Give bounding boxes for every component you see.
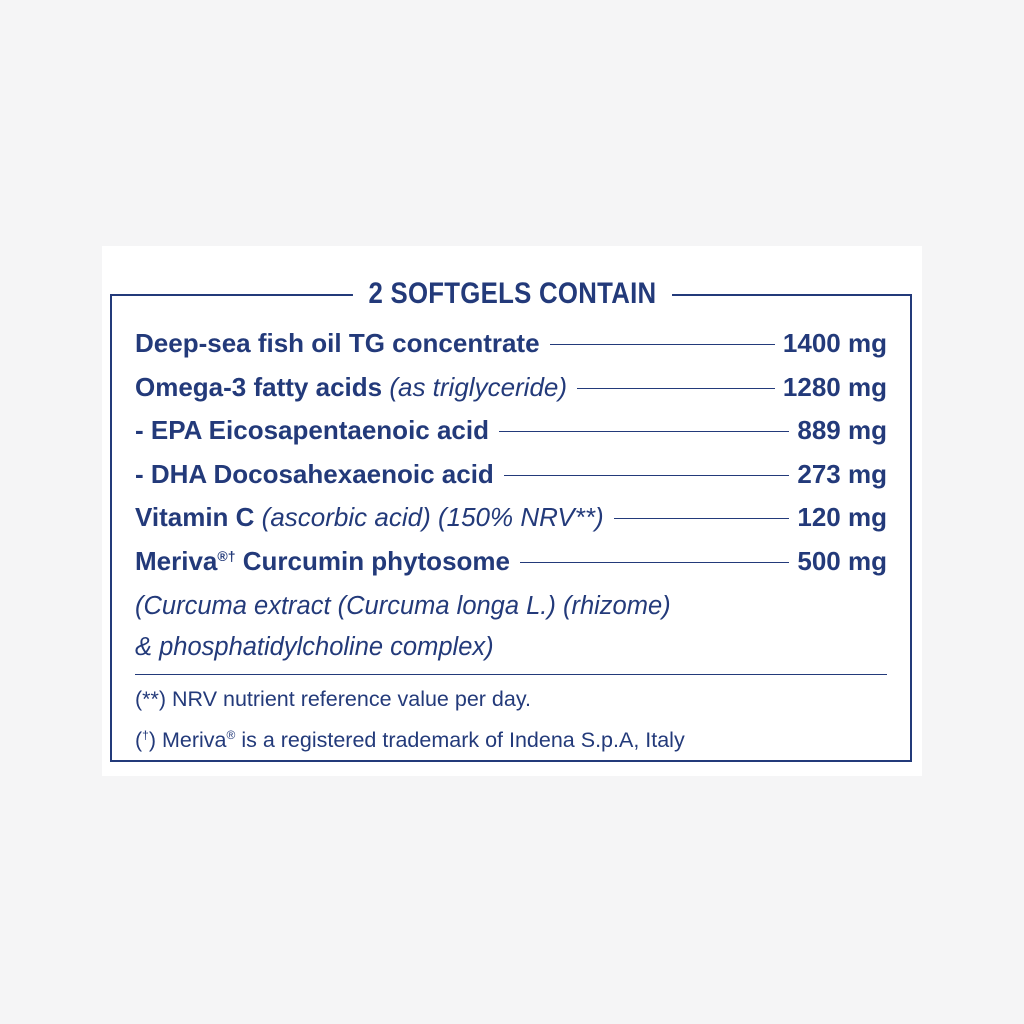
footnote-paren-open: ( — [135, 728, 143, 752]
ingredient-row-dha — [135, 453, 887, 497]
ingredient-row-epa — [135, 409, 887, 453]
description-line-2: & phosphatidylcholine complex) — [135, 633, 494, 661]
leader-line — [504, 475, 790, 476]
ingredient-detail: (ascorbic acid) (150% NRV**) — [261, 502, 604, 533]
footnote-text: is a registered trademark of Indena S.p.A, Italy — [235, 728, 685, 752]
ingredient-name-group — [135, 502, 604, 533]
ingredient-list — [135, 322, 887, 583]
description-line-1: (Curcuma extract (Curcuma longa L.) (rhizome) — [135, 592, 671, 620]
ingredient-name-group — [135, 546, 510, 577]
ingredient-row-fish-oil — [135, 322, 887, 366]
ingredient-amount: 1400 mg — [782, 328, 887, 359]
ingredient-amount: 889 mg — [797, 415, 887, 446]
ingredient-amount: 1280 mg — [782, 371, 887, 402]
footnote-divider — [135, 674, 887, 675]
leader-line — [614, 518, 790, 519]
ingredient-amount: 500 mg — [797, 545, 887, 576]
footnote-trademark — [135, 718, 685, 757]
supplement-facts-card — [102, 246, 922, 776]
panel-heading-wrap — [102, 274, 922, 314]
footnote-brand: ) Meriva — [148, 728, 227, 752]
ingredient-row-meriva — [135, 540, 887, 584]
ingredient-name-rest: Curcumin phytosome — [242, 545, 510, 576]
ingredient-amount: 120 mg — [797, 502, 887, 533]
dagger-mark: † — [142, 728, 149, 742]
ingredient-name: Meriva — [135, 545, 218, 576]
ingredient-name: Vitamin C — [135, 502, 255, 533]
ingredient-name: Deep-sea fish oil TG concentrate — [135, 328, 540, 359]
ingredient-name: - DHA Docosahexaenoic acid — [135, 458, 494, 489]
leader-line — [550, 344, 775, 345]
footnote-nrv: (**) NRV nutrient reference value per day. — [135, 687, 531, 711]
ingredient-detail: (as triglyceride) — [389, 371, 568, 402]
registered-mark: ® — [226, 728, 236, 742]
ingredient-row-vitamin-c — [135, 496, 887, 540]
ingredient-name-group — [135, 372, 567, 403]
leader-line — [499, 431, 789, 432]
trademark-mark: ®† — [217, 547, 236, 564]
ingredient-row-omega-3 — [135, 366, 887, 410]
ingredient-amount: 273 mg — [797, 458, 887, 489]
ingredient-name: Omega-3 fatty acids — [135, 371, 383, 402]
leader-line — [577, 388, 775, 389]
panel-heading: 2 SOFTGELS CONTAIN — [353, 274, 672, 314]
ingredient-name: - EPA Eicosapentaenoic acid — [135, 415, 489, 446]
leader-line — [520, 562, 789, 563]
